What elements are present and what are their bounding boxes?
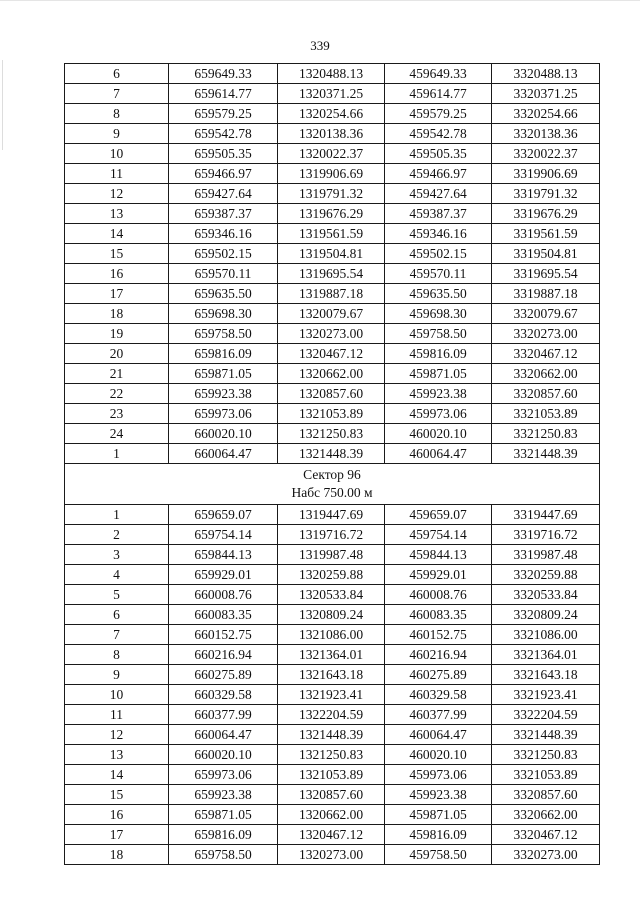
table-row xyxy=(65,505,600,525)
point-number-cell: 8 xyxy=(65,104,169,124)
y-local-cell: 3321643.18 xyxy=(492,665,600,685)
y-local-cell: 3319887.18 xyxy=(492,284,600,304)
section-header-body xyxy=(65,464,600,505)
section-title: Сектор 96 xyxy=(303,467,361,482)
table-row xyxy=(65,244,600,264)
x-coord-cell: 659758.50 xyxy=(169,324,278,344)
table-row xyxy=(65,725,600,745)
point-number-cell: 7 xyxy=(65,84,169,104)
point-number-cell: 11 xyxy=(65,164,169,184)
y-coord-cell: 1320662.00 xyxy=(278,805,385,825)
x-coord-cell: 659466.97 xyxy=(169,164,278,184)
x-coord-cell: 659502.15 xyxy=(169,244,278,264)
x-local-cell: 459973.06 xyxy=(385,765,492,785)
table-row xyxy=(65,825,600,845)
table-row xyxy=(65,164,600,184)
x-local-cell: 459579.25 xyxy=(385,104,492,124)
x-coord-cell: 660008.76 xyxy=(169,585,278,605)
point-number-cell: 4 xyxy=(65,565,169,585)
x-local-cell: 459466.97 xyxy=(385,164,492,184)
x-local-cell: 459505.35 xyxy=(385,144,492,164)
table-row xyxy=(65,104,600,124)
y-coord-cell: 1320254.66 xyxy=(278,104,385,124)
x-coord-cell: 659635.50 xyxy=(169,284,278,304)
x-local-cell: 460275.89 xyxy=(385,665,492,685)
x-local-cell: 459816.09 xyxy=(385,825,492,845)
y-coord-cell: 1320079.67 xyxy=(278,304,385,324)
point-number-cell: 11 xyxy=(65,705,169,725)
y-local-cell: 3320857.60 xyxy=(492,785,600,805)
x-coord-cell: 660083.35 xyxy=(169,605,278,625)
y-local-cell: 3319561.59 xyxy=(492,224,600,244)
table-row xyxy=(65,64,600,84)
y-coord-cell: 1321086.00 xyxy=(278,625,385,645)
y-coord-cell: 1320533.84 xyxy=(278,585,385,605)
point-number-cell: 5 xyxy=(65,585,169,605)
y-coord-cell: 1320138.36 xyxy=(278,124,385,144)
table-row xyxy=(65,324,600,344)
x-coord-cell: 659614.77 xyxy=(169,84,278,104)
x-coord-cell: 659923.38 xyxy=(169,384,278,404)
table-row xyxy=(65,565,600,585)
x-coord-cell: 659427.64 xyxy=(169,184,278,204)
table-row xyxy=(65,404,600,424)
y-coord-cell: 1320857.60 xyxy=(278,384,385,404)
y-coord-cell: 1320857.60 xyxy=(278,785,385,805)
y-local-cell: 3320079.67 xyxy=(492,304,600,324)
point-number-cell: 20 xyxy=(65,344,169,364)
point-number-cell: 16 xyxy=(65,805,169,825)
point-number-cell: 10 xyxy=(65,144,169,164)
y-coord-cell: 1321643.18 xyxy=(278,665,385,685)
x-local-cell: 460008.76 xyxy=(385,585,492,605)
x-local-cell: 459614.77 xyxy=(385,84,492,104)
table-row xyxy=(65,525,600,545)
y-coord-cell: 1320809.24 xyxy=(278,605,385,625)
point-number-cell: 24 xyxy=(65,424,169,444)
point-number-cell: 17 xyxy=(65,825,169,845)
point-number-cell: 12 xyxy=(65,725,169,745)
table-row xyxy=(65,424,600,444)
table-row xyxy=(65,444,600,464)
point-number-cell: 12 xyxy=(65,184,169,204)
y-local-cell: 3320467.12 xyxy=(492,344,600,364)
y-coord-cell: 1320022.37 xyxy=(278,144,385,164)
x-local-cell: 459758.50 xyxy=(385,845,492,865)
y-coord-cell: 1321448.39 xyxy=(278,725,385,745)
table-row xyxy=(65,304,600,324)
table-row xyxy=(65,204,600,224)
point-number-cell: 2 xyxy=(65,525,169,545)
x-local-cell: 459758.50 xyxy=(385,324,492,344)
table-row xyxy=(65,84,600,104)
x-coord-cell: 659505.35 xyxy=(169,144,278,164)
x-coord-cell: 660329.58 xyxy=(169,685,278,705)
y-coord-cell: 1319906.69 xyxy=(278,164,385,184)
y-local-cell: 3321250.83 xyxy=(492,424,600,444)
x-local-cell: 459871.05 xyxy=(385,805,492,825)
coordinates-table xyxy=(64,63,600,865)
x-coord-cell: 659387.37 xyxy=(169,204,278,224)
y-local-cell: 3321923.41 xyxy=(492,685,600,705)
x-coord-cell: 659698.30 xyxy=(169,304,278,324)
y-local-cell: 3321086.00 xyxy=(492,625,600,645)
table-row xyxy=(65,645,600,665)
x-local-cell: 460020.10 xyxy=(385,424,492,444)
table-row xyxy=(65,384,600,404)
x-local-cell: 459635.50 xyxy=(385,284,492,304)
x-coord-cell: 660152.75 xyxy=(169,625,278,645)
x-local-cell: 459923.38 xyxy=(385,785,492,805)
y-coord-cell: 1319791.32 xyxy=(278,184,385,204)
x-local-cell: 459659.07 xyxy=(385,505,492,525)
table-row xyxy=(65,685,600,705)
table-row xyxy=(65,545,600,565)
point-number-cell: 15 xyxy=(65,785,169,805)
y-coord-cell: 1321053.89 xyxy=(278,404,385,424)
y-local-cell: 3321448.39 xyxy=(492,725,600,745)
point-number-cell: 21 xyxy=(65,364,169,384)
y-local-cell: 3320662.00 xyxy=(492,364,600,384)
x-coord-cell: 659973.06 xyxy=(169,404,278,424)
y-coord-cell: 1321250.83 xyxy=(278,745,385,765)
y-local-cell: 3321448.39 xyxy=(492,444,600,464)
point-number-cell: 23 xyxy=(65,404,169,424)
table-row xyxy=(65,364,600,384)
table-row xyxy=(65,665,600,685)
table-row xyxy=(65,224,600,244)
x-coord-cell: 659871.05 xyxy=(169,364,278,384)
y-coord-cell: 1319561.59 xyxy=(278,224,385,244)
point-number-cell: 7 xyxy=(65,625,169,645)
y-coord-cell: 1321364.01 xyxy=(278,645,385,665)
y-local-cell: 3319791.32 xyxy=(492,184,600,204)
y-coord-cell: 1321448.39 xyxy=(278,444,385,464)
x-local-cell: 459929.01 xyxy=(385,565,492,585)
point-number-cell: 22 xyxy=(65,384,169,404)
x-local-cell: 460152.75 xyxy=(385,625,492,645)
x-coord-cell: 659758.50 xyxy=(169,845,278,865)
x-coord-cell: 659973.06 xyxy=(169,765,278,785)
x-coord-cell: 659844.13 xyxy=(169,545,278,565)
y-local-cell: 3319716.72 xyxy=(492,525,600,545)
x-local-cell: 459570.11 xyxy=(385,264,492,284)
x-local-cell: 459754.14 xyxy=(385,525,492,545)
y-coord-cell: 1320259.88 xyxy=(278,565,385,585)
x-coord-cell: 659542.78 xyxy=(169,124,278,144)
x-local-cell: 459871.05 xyxy=(385,364,492,384)
y-local-cell: 3319906.69 xyxy=(492,164,600,184)
x-coord-cell: 660216.94 xyxy=(169,645,278,665)
y-coord-cell: 1319504.81 xyxy=(278,244,385,264)
point-number-cell: 1 xyxy=(65,505,169,525)
y-coord-cell: 1319695.54 xyxy=(278,264,385,284)
x-coord-cell: 659923.38 xyxy=(169,785,278,805)
y-local-cell: 3319695.54 xyxy=(492,264,600,284)
table-row xyxy=(65,805,600,825)
x-coord-cell: 660020.10 xyxy=(169,424,278,444)
scan-edge-mark xyxy=(2,60,3,150)
y-local-cell: 3320254.66 xyxy=(492,104,600,124)
x-local-cell: 460329.58 xyxy=(385,685,492,705)
point-number-cell: 14 xyxy=(65,224,169,244)
y-local-cell: 3319987.48 xyxy=(492,545,600,565)
table-row xyxy=(65,605,600,625)
x-local-cell: 459698.30 xyxy=(385,304,492,324)
y-coord-cell: 1320273.00 xyxy=(278,845,385,865)
y-local-cell: 3320662.00 xyxy=(492,805,600,825)
y-coord-cell: 1321053.89 xyxy=(278,765,385,785)
y-coord-cell: 1320467.12 xyxy=(278,825,385,845)
x-local-cell: 459387.37 xyxy=(385,204,492,224)
section-header-cell xyxy=(65,464,600,505)
table-row xyxy=(65,284,600,304)
y-local-cell: 3320022.37 xyxy=(492,144,600,164)
y-coord-cell: 1320488.13 xyxy=(278,64,385,84)
x-coord-cell: 660275.89 xyxy=(169,665,278,685)
y-coord-cell: 1320467.12 xyxy=(278,344,385,364)
x-local-cell: 460064.47 xyxy=(385,725,492,745)
table-row xyxy=(65,705,600,725)
x-coord-cell: 660064.47 xyxy=(169,444,278,464)
point-number-cell: 13 xyxy=(65,204,169,224)
x-local-cell: 460064.47 xyxy=(385,444,492,464)
x-coord-cell: 660064.47 xyxy=(169,725,278,745)
table-body-before-section xyxy=(65,64,600,464)
y-local-cell: 3321053.89 xyxy=(492,404,600,424)
point-number-cell: 6 xyxy=(65,605,169,625)
y-coord-cell: 1319676.29 xyxy=(278,204,385,224)
x-coord-cell: 659346.16 xyxy=(169,224,278,244)
y-local-cell: 3320809.24 xyxy=(492,605,600,625)
y-local-cell: 3322204.59 xyxy=(492,705,600,725)
table-row xyxy=(65,124,600,144)
coordinates-table-container xyxy=(64,63,599,865)
table-row xyxy=(65,184,600,204)
x-coord-cell: 659754.14 xyxy=(169,525,278,545)
y-local-cell: 3321364.01 xyxy=(492,645,600,665)
x-coord-cell: 659649.33 xyxy=(169,64,278,84)
y-local-cell: 3320138.36 xyxy=(492,124,600,144)
y-coord-cell: 1320662.00 xyxy=(278,364,385,384)
y-coord-cell: 1319447.69 xyxy=(278,505,385,525)
table-row xyxy=(65,144,600,164)
x-local-cell: 460377.99 xyxy=(385,705,492,725)
x-local-cell: 459542.78 xyxy=(385,124,492,144)
y-local-cell: 3320488.13 xyxy=(492,64,600,84)
scan-edge-line xyxy=(0,0,640,1)
y-coord-cell: 1320273.00 xyxy=(278,324,385,344)
x-local-cell: 459973.06 xyxy=(385,404,492,424)
y-coord-cell: 1319887.18 xyxy=(278,284,385,304)
y-local-cell: 3321250.83 xyxy=(492,745,600,765)
x-coord-cell: 659871.05 xyxy=(169,805,278,825)
y-coord-cell: 1319716.72 xyxy=(278,525,385,545)
table-row xyxy=(65,344,600,364)
section-header-row xyxy=(65,464,600,505)
y-local-cell: 3320371.25 xyxy=(492,84,600,104)
x-local-cell: 459649.33 xyxy=(385,64,492,84)
x-coord-cell: 659816.09 xyxy=(169,825,278,845)
y-local-cell: 3320273.00 xyxy=(492,324,600,344)
point-number-cell: 17 xyxy=(65,284,169,304)
x-coord-cell: 659816.09 xyxy=(169,344,278,364)
x-coord-cell: 659570.11 xyxy=(169,264,278,284)
y-coord-cell: 1322204.59 xyxy=(278,705,385,725)
point-number-cell: 6 xyxy=(65,64,169,84)
table-row xyxy=(65,745,600,765)
point-number-cell: 10 xyxy=(65,685,169,705)
point-number-cell: 19 xyxy=(65,324,169,344)
x-coord-cell: 660020.10 xyxy=(169,745,278,765)
point-number-cell: 8 xyxy=(65,645,169,665)
section-subtitle: Набс 750.00 м xyxy=(291,485,373,500)
table-row xyxy=(65,845,600,865)
y-local-cell: 3319447.69 xyxy=(492,505,600,525)
x-coord-cell: 659579.25 xyxy=(169,104,278,124)
point-number-cell: 9 xyxy=(65,124,169,144)
y-local-cell: 3319504.81 xyxy=(492,244,600,264)
x-local-cell: 459346.16 xyxy=(385,224,492,244)
y-local-cell: 3319676.29 xyxy=(492,204,600,224)
x-local-cell: 459923.38 xyxy=(385,384,492,404)
point-number-cell: 3 xyxy=(65,545,169,565)
x-local-cell: 459816.09 xyxy=(385,344,492,364)
y-local-cell: 3321053.89 xyxy=(492,765,600,785)
table-row xyxy=(65,765,600,785)
table-row xyxy=(65,785,600,805)
point-number-cell: 18 xyxy=(65,304,169,324)
x-local-cell: 460020.10 xyxy=(385,745,492,765)
x-coord-cell: 659929.01 xyxy=(169,565,278,585)
point-number-cell: 15 xyxy=(65,244,169,264)
y-coord-cell: 1320371.25 xyxy=(278,84,385,104)
x-local-cell: 459502.15 xyxy=(385,244,492,264)
table-row xyxy=(65,625,600,645)
x-local-cell: 460216.94 xyxy=(385,645,492,665)
point-number-cell: 13 xyxy=(65,745,169,765)
point-number-cell: 14 xyxy=(65,765,169,785)
y-coord-cell: 1321250.83 xyxy=(278,424,385,444)
y-coord-cell: 1319987.48 xyxy=(278,545,385,565)
y-local-cell: 3320857.60 xyxy=(492,384,600,404)
point-number-cell: 18 xyxy=(65,845,169,865)
x-local-cell: 459427.64 xyxy=(385,184,492,204)
y-local-cell: 3320533.84 xyxy=(492,585,600,605)
x-local-cell: 460083.35 xyxy=(385,605,492,625)
table-row xyxy=(65,264,600,284)
table-row xyxy=(65,585,600,605)
point-number-cell: 16 xyxy=(65,264,169,284)
page-number: 339 xyxy=(310,38,330,53)
x-coord-cell: 659659.07 xyxy=(169,505,278,525)
x-local-cell: 459844.13 xyxy=(385,545,492,565)
x-coord-cell: 660377.99 xyxy=(169,705,278,725)
y-local-cell: 3320273.00 xyxy=(492,845,600,865)
y-local-cell: 3320259.88 xyxy=(492,565,600,585)
point-number-cell: 9 xyxy=(65,665,169,685)
table-body-after-section xyxy=(65,505,600,865)
y-coord-cell: 1321923.41 xyxy=(278,685,385,705)
y-local-cell: 3320467.12 xyxy=(492,825,600,845)
point-number-cell: 1 xyxy=(65,444,169,464)
